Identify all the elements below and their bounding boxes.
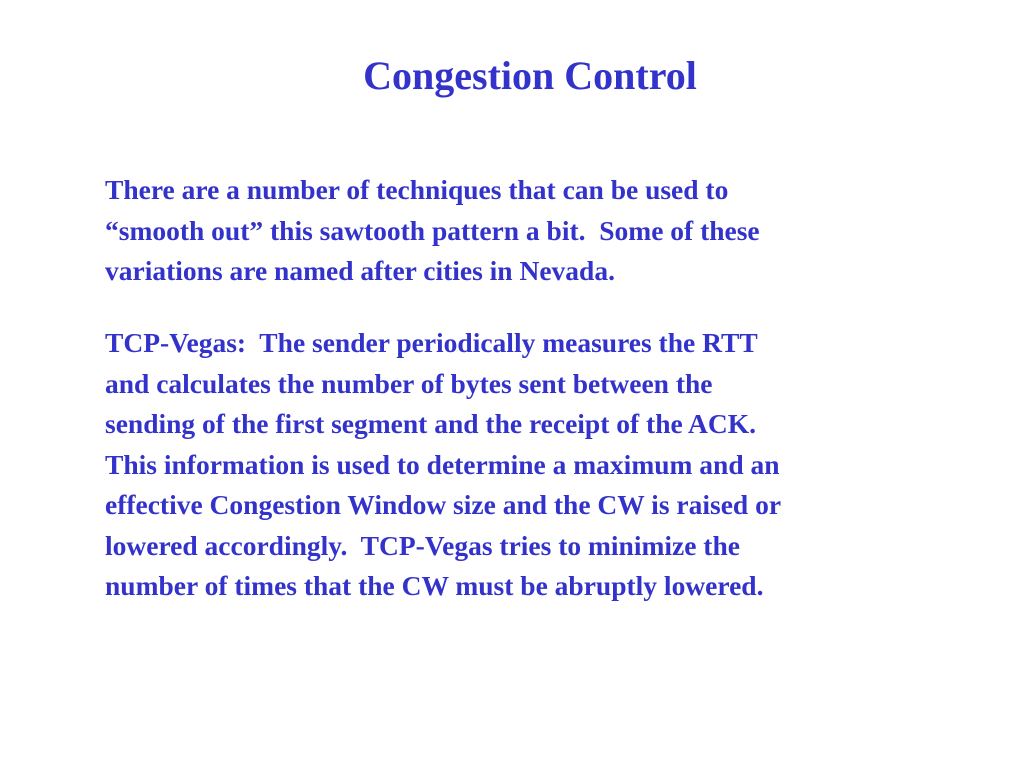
text-line: There are a number of techniques that can be used to [105, 174, 729, 205]
tcp-vegas-paragraph [105, 323, 781, 607]
intro-paragraph [105, 170, 760, 292]
text-line: and calculates the number of bytes sent between the [105, 367, 713, 399]
slide-title: Congestion Control [363, 53, 697, 98]
text-line: “smooth out” this sawtooth pattern a bit. Some of these [105, 214, 760, 246]
text-line: number of times that the CW must be abruptly lowered. [105, 570, 764, 601]
text-line: TCP-Vegas: The sender periodically measures the RTT [105, 327, 758, 358]
text-line: lowered accordingly. TCP-Vegas tries to minimize the [105, 529, 740, 561]
text-line: variations are named after cities in Nevada. [105, 255, 615, 286]
text-line: sending of the first segment and the receipt of the ACK. [105, 408, 757, 439]
text-line: effective Congestion Window size and the CW is raised or [105, 489, 782, 520]
text-line: This information is used to determine a maximum and an [105, 448, 780, 480]
